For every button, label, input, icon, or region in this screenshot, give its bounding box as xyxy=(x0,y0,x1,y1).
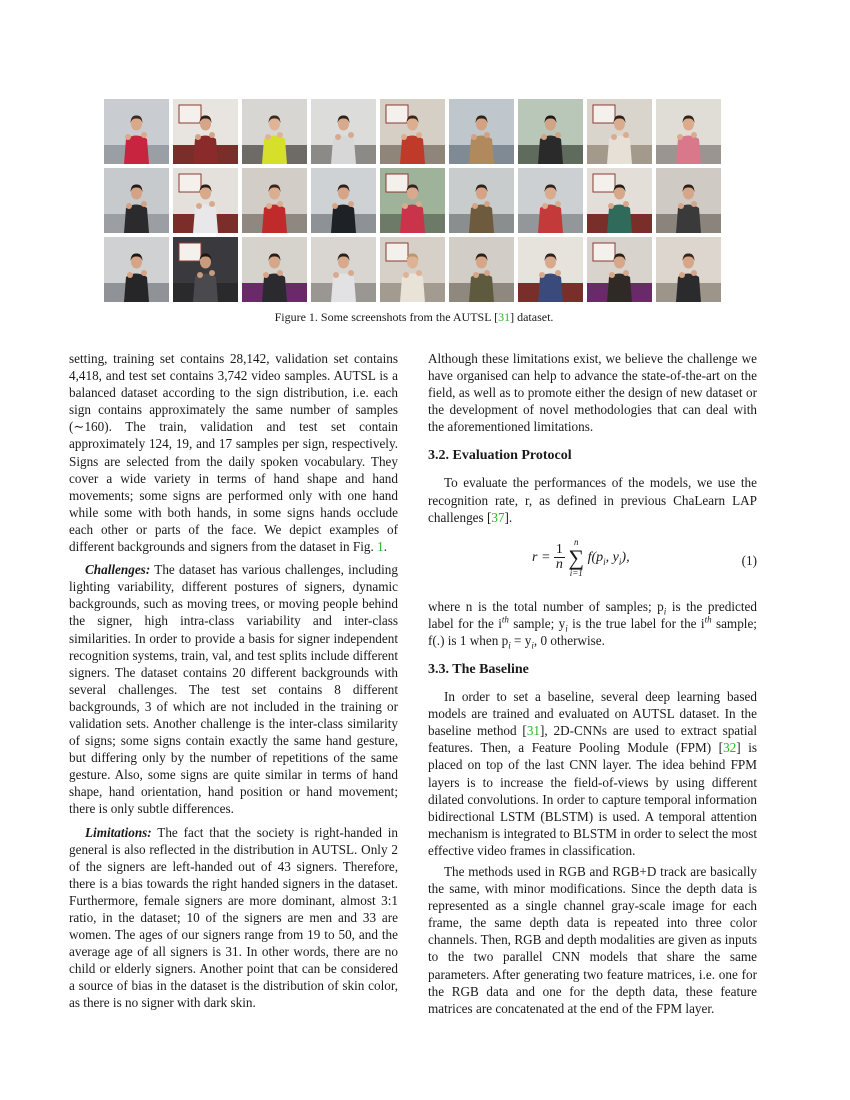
paragraph-equation-explain: where n is the total number of samples; $p_i$ is the predicted label for the $i^{th}$ sample; $y_i$ is the true label for the $i^{th}$ sample; f(.) is 1 when $p_i = y_i$, 0 otherwise. xyxy=(428,598,757,651)
left-column xyxy=(69,350,398,1012)
figure-1 xyxy=(104,99,724,302)
paragraph-challenges: Challenges: The dataset has various challenges, including lighting variability, different postures of signers, dynamic backgrounds, such as moving trees, or moving people behind the signer, high intra-class variability and inter-class similarities. In order to provide a basis for signer independent recognition systems, train, val, and test splits include different signers. The dataset contains 20 different backgrounds with several challenges. The test set contains 8 different backgrounds, 3 of which are not included in the training or validation sets. Another challenge is the inter-class similarity of signs; some signs contain exactly the same hand gesture, but differing only by the number of repetitions of the same gesture. Also, some signs are quite similar in terms of hand shape, hand orientation, hand position or hand movement; there is only subtle differences. xyxy=(69,562,398,817)
caption-text-end: ] dataset. xyxy=(510,310,554,324)
signer-screenshot xyxy=(311,99,376,164)
citation-link[interactable]: 32 xyxy=(723,740,737,756)
section-heading-baseline: 3.3. The Baseline xyxy=(428,662,529,678)
signer-screenshot xyxy=(311,168,376,233)
equation-body: r = $\frac{1}{n}$ n ∑ i=1 $f(p_i$, $y_i$), xyxy=(532,536,630,578)
signer-screenshot xyxy=(380,237,445,302)
runin-heading-challenges: Challenges: xyxy=(85,562,151,578)
signer-screenshot xyxy=(242,237,307,302)
paragraph-methods: The methods used in RGB and RGB+D track are basically the same, with minor modifications. Since the depth data is represented as a single channel gray-scale image for each frame, the same depth data is repeated into three color channels. Then, RGB and depth modalities are given as inputs to the two parallel CNN models that share the same parameters. After generating two feature matrices, i.e. one for the RGB data and one for the depth data, these feature matrices are concatenated at the end of the FPM layer. xyxy=(428,863,757,1016)
citation-link[interactable]: 31 xyxy=(526,723,541,739)
equation-1 xyxy=(428,536,757,590)
signer-screenshot xyxy=(380,99,445,164)
paragraph-dataset: setting, training set contains 28,142, validation set contains 4,418, and test set contains 3,742 video samples. AUTSL is a balanced dataset according to the sign distribution, i.e. each sign contains approximately the same number of samples (∼160). The train, validation and test set contain approximately 124, 19, and 17 samples per sign, respectively. Signs are selected from the daily spoken vocabulary. They cover a wide variety in terms of hand shape and hand movements; some signs are performed only with one hand while some with both hands, in some signs hands occlude each other or parts of the face. We depict examples of different backgrounds and signers from the dataset in Fig. 1. xyxy=(69,351,398,555)
signer-screenshot xyxy=(587,168,652,233)
paragraph-baseline: In order to set a baseline, several deep learning based models are trained and evaluated on AUTSL dataset. In the baseline method [31], 2D-CNNs are used to extract spatial features. Then, a Feature Pooling Module (FPM) [32] is placed on top of the last CNN layer. The idea behind FPM layers is to increase the field-of-views by using different dilated convolutions. In order to capture temporal information bidirectional LSTM (BLSTM) is used. A temporal attention mechanism is integrated to BLSTM in order to select the most effective video frames in classification. xyxy=(428,689,758,858)
equation-number: (1) xyxy=(741,552,757,568)
signer-screenshot xyxy=(173,99,238,164)
signer-screenshot xyxy=(449,237,514,302)
right-column xyxy=(428,350,757,1017)
paragraph-limitations: Limitations: The fact that the society is right-handed in general is also reflected in the distribution in AUTSL. Only 2 of the signers are left-handed out of 43 signers. Therefore, there is a bias towards the right handed signers in the dataset. Furthermore, female signers are more dominant, almost 3:1 ratio, in the dataset; 10 of the signers are men and 33 are women. The ages of our signers range from 19 to 50, and the average age of all signers is 31. In other words, there are no child or elderly signers. Another point that can be considered a source of bias in the dataset is the distribution of skin color, as there is no signer with dark skin. xyxy=(69,824,398,1011)
signer-screenshot xyxy=(518,99,583,164)
signer-screenshot xyxy=(311,237,376,302)
signer-screenshot xyxy=(656,99,721,164)
signer-screenshot xyxy=(449,99,514,164)
signer-screenshot xyxy=(104,168,169,233)
signer-screenshot xyxy=(656,168,721,233)
paragraph-limitations-cont: Although these limitations exist, we believe the challenge we have organised can help to advance the state-of-the-art on the field, as well as to promote either the design of new dataset or the development of novel methodologies that can deal with the aforementioned limitations. xyxy=(428,351,757,435)
signer-screenshot xyxy=(173,168,238,233)
paragraph-evaluation: To evaluate the performances of the models, we use the recognition rate, r, as defined in previous ChaLearn LAP challenges [37]. xyxy=(428,475,757,525)
caption-text: Figure 1. Some screenshots from the AUTSL [ xyxy=(274,310,499,324)
signer-screenshot xyxy=(587,237,652,302)
citation-link[interactable]: 37 xyxy=(491,509,505,525)
signer-screenshot xyxy=(518,237,583,302)
signer-screenshot xyxy=(173,237,238,302)
signer-screenshot xyxy=(656,237,721,302)
signer-screenshot xyxy=(449,168,514,233)
figure-ref-link[interactable]: 1 xyxy=(377,539,384,555)
signer-screenshot xyxy=(587,99,652,164)
signer-screenshot xyxy=(380,168,445,233)
citation-link[interactable]: 31 xyxy=(498,310,511,324)
signer-screenshot xyxy=(104,237,169,302)
signer-screenshot xyxy=(242,168,307,233)
section-heading-evaluation: 3.2. Evaluation Protocol xyxy=(428,448,572,464)
signer-screenshot xyxy=(518,168,583,233)
signer-screenshot xyxy=(242,99,307,164)
signer-screenshot xyxy=(104,99,169,164)
screenshot-grid xyxy=(104,99,724,302)
figure-caption xyxy=(104,310,724,325)
runin-heading-limitations: Limitations: xyxy=(85,824,152,840)
